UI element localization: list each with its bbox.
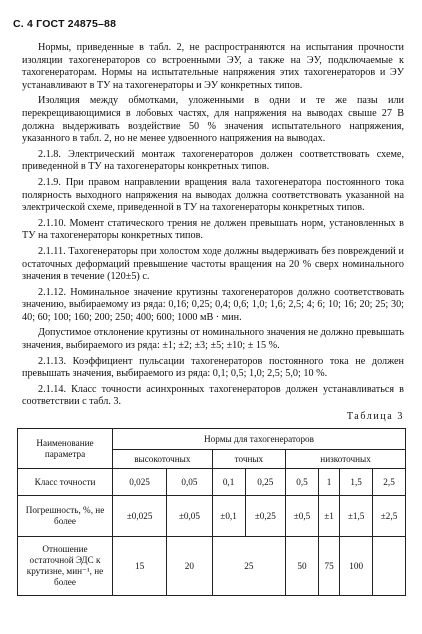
table-cell: 75: [318, 537, 339, 596]
table-cell: 0,25: [245, 469, 286, 496]
table-cell: 100: [340, 537, 373, 596]
table-cell: 0,5: [286, 469, 319, 496]
paragraph: 2.1.14. Класс точности асинхронных тахогенераторов должен устанавливаться в соответствии с табл. 3.: [22, 383, 404, 408]
table-cell: 50: [286, 537, 319, 596]
table-cell: 0,05: [167, 469, 213, 496]
row-label: Отношение остаточной ЭДС к крутизне, мин⁻¹, не более: [18, 537, 113, 596]
table-cell: ±2,5: [373, 496, 406, 537]
paragraph: 2.1.10. Момент статического трения не должен превышать норм, установленных в ТУ на тахогенераторы конкретных типов.: [22, 217, 404, 242]
group-header-high: высокоточных: [113, 450, 213, 469]
table-cell: 1: [318, 469, 339, 496]
paragraph: Изоляция между обмотками, уложенными в одни и те же пазы или перекрещивающимися в лобовых частях, для напряжения на выводах свыше 27 В должна выдерживать воздействие 50 % значения испытательного напряжения, указанного в табл. 2, но не менее удвоенного напряжения на выводах.: [22, 95, 404, 145]
table-cell: ±0,5: [286, 496, 319, 537]
document-body: [22, 42, 404, 412]
page-header: С. 4 ГОСТ 24875–88: [13, 18, 117, 30]
table-cell: ±0,1: [212, 496, 245, 537]
row-label: Погрешность, %, не более: [18, 496, 113, 537]
table-cell: 0,1: [212, 469, 245, 496]
table-cell: ±1,5: [340, 496, 373, 537]
param-column-header: Наименование параметра: [18, 429, 113, 469]
table-cell: ±0,05: [167, 496, 213, 537]
group-header-low: низкоточных: [286, 450, 406, 469]
table-cell: 20: [167, 537, 213, 596]
table-cell: ±0,25: [245, 496, 286, 537]
accuracy-class-table: [17, 428, 406, 596]
table-cell: 1,5: [340, 469, 373, 496]
paragraph: 2.1.13. Коэффициент пульсации тахогенераторов постоянного тока не должен превышать значения, выбираемого из ряда: 0,1; 0,5; 1,0; 2,5; 5,0; 10 %.: [22, 355, 404, 380]
paragraph: 2.1.8. Электрический монтаж тахогенераторов должен соответствовать схеме, приведенной в ТУ на тахогенераторы конкретных типов.: [22, 148, 404, 173]
table-row: [18, 537, 406, 596]
table-cell: ±1: [318, 496, 339, 537]
table-cell: 0,025: [113, 469, 167, 496]
norms-column-header: Нормы для тахогенераторов: [113, 429, 406, 450]
table-cell: [373, 537, 406, 596]
table-caption: Таблица 3: [346, 411, 404, 422]
table-row: [18, 496, 406, 537]
paragraph: Допустимое отклонение крутизны от номинального значения не должно превышать значения, выбираемого из ряда: ±1; ±2; ±3; ±5; ±10; ± 15 %.: [22, 327, 404, 352]
table-cell: 15: [113, 537, 167, 596]
group-header-precise: точных: [212, 450, 285, 469]
paragraph: 2.1.9. При правом направлении вращения вала тахогенератора постоянного тока полярность выходного напряжения на выводах должна соответствовать указанной на электрической схеме, приведенной в ТУ на тахогенераторы конкретных типов.: [22, 176, 404, 214]
paragraph: Нормы, приведенные в табл. 2, не распространяются на испытания прочности изоляции тахогенераторов со встроенными ЭУ, а также на ЭУ, подключаемые к тахогенераторам. Нормы на испытательные напряжения этих тахогенераторов и ЭУ устанавливают в ТУ на тахогенераторы и ЭУ конкретных типов.: [22, 42, 404, 91]
table-cell: 2,5: [373, 469, 406, 496]
table-cell: 25: [212, 537, 285, 596]
paragraph: 2.1.12. Номинальное значение крутизны тахогенераторов должно соответствовать значению, выбираемому из ряда: 0,16; 0,25; 0,4; 0,6; 1,0; 1,6; 2,5; 4; 6; 10; 16; 20; 25; 30; 40; 60; 100; 160; 200; 250; 400; 600; 1000 мВ · мин.: [22, 286, 404, 323]
table-cell: ±0,025: [113, 496, 167, 537]
row-label: Класс точности: [18, 469, 113, 496]
paragraph: 2.1.11. Тахогенераторы при холостом ходе должны выдерживать без повреждений и остаточных деформаций превышение частоты вращения на 20 % сверх номинального значения в течение (120±5) с.: [22, 245, 404, 283]
table-row: [18, 469, 406, 496]
